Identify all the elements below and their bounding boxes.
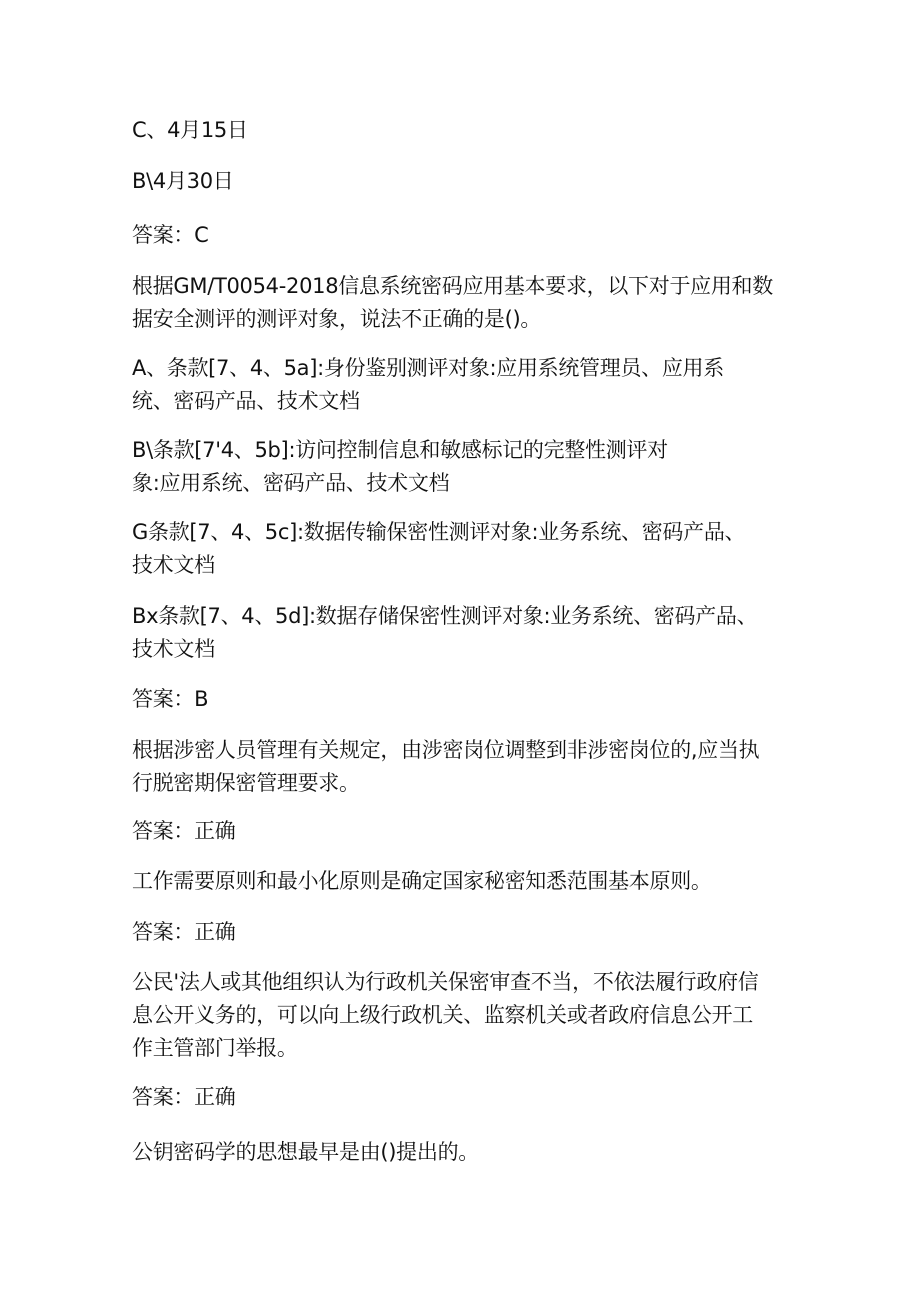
text-line: 根据涉密人员管理有关规定，由涉密岗位调整到非涉密岗位的,应当执 bbox=[132, 738, 760, 762]
text-line: 统、密码产品、技术文档 bbox=[132, 389, 360, 413]
answer-text bbox=[132, 219, 792, 252]
text-line: 答案：正确 bbox=[132, 1085, 236, 1109]
option-b-text bbox=[132, 165, 792, 198]
text-line: 作主管部门举报。 bbox=[132, 1036, 298, 1060]
question-text bbox=[132, 966, 792, 1065]
text-line: 据安全测评的测评对象，说法不正确的是()。 bbox=[132, 307, 542, 331]
text-line: 答案：B bbox=[132, 687, 209, 711]
question-text bbox=[132, 270, 792, 336]
text-line: A、条款[7、4、5a]:身份鉴别测评对象:应用系统管理员、应用系 bbox=[132, 356, 724, 380]
text-line: 行脱密期保密管理要求。 bbox=[132, 771, 360, 795]
answer-text bbox=[132, 916, 792, 949]
text-line: 技术文档 bbox=[132, 637, 215, 661]
text-line: 答案：C bbox=[132, 223, 209, 247]
text-line: 公钥密码学的思想最早是由()提出的。 bbox=[132, 1140, 479, 1164]
text-line: 技术文档 bbox=[132, 553, 215, 577]
option-c-text bbox=[132, 114, 792, 147]
text-line: 答案：正确 bbox=[132, 819, 236, 843]
option-d-text bbox=[132, 600, 792, 666]
answer-text bbox=[132, 683, 792, 716]
text-line: B\条款[7'4、5b]:访问控制信息和敏感标记的完整性测评对 bbox=[132, 438, 668, 462]
text-line: 答案：正确 bbox=[132, 920, 236, 944]
text-line: 息公开义务的，可以向上级行政机关、监察机关或者政府信息公开工 bbox=[132, 1003, 753, 1027]
text-line: B\4月30日 bbox=[132, 169, 234, 193]
question-text bbox=[132, 1136, 792, 1169]
text-line: C、4月15日 bbox=[132, 118, 248, 142]
option-b-text bbox=[132, 434, 792, 500]
answer-text bbox=[132, 815, 792, 848]
text-line: 工作需要原则和最小化原则是确定国家秘密知悉范围基本原则。 bbox=[132, 869, 712, 893]
text-line: 公民'法人或其他组织认为行政机关保密审查不当，不依法履行政府信 bbox=[132, 970, 759, 994]
text-line: G条款[7、4、5c]:数据传输保密性测评对象:业务系统、密码产品、 bbox=[132, 520, 746, 544]
text-line: 根据GM/T0054-2018信息系统密码应用基本要求，以下对于应用和数 bbox=[132, 274, 773, 298]
question-text bbox=[132, 865, 792, 898]
text-line: Bx条款[7、4、5d]:数据存储保密性测评对象:业务系统、密码产品、 bbox=[132, 604, 758, 628]
option-c-text bbox=[132, 516, 792, 582]
question-text bbox=[132, 734, 792, 800]
option-a-text bbox=[132, 352, 792, 418]
answer-text bbox=[132, 1081, 792, 1114]
text-line: 象:应用系统、密码产品、技术文档 bbox=[132, 471, 450, 495]
